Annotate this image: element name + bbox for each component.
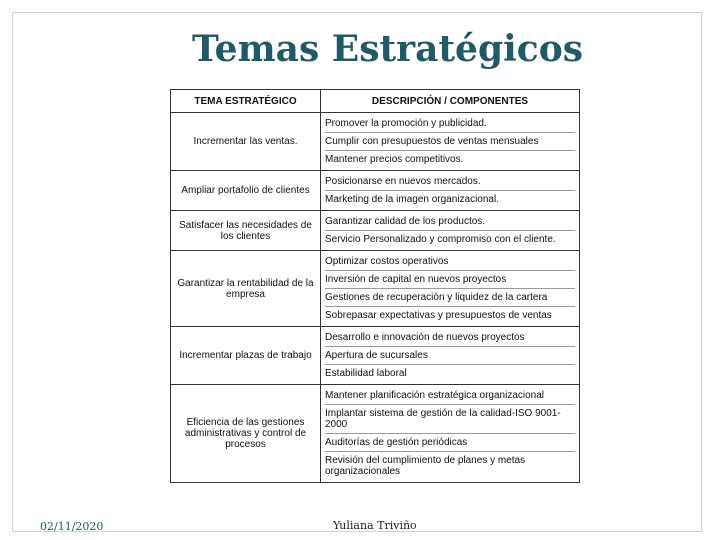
tema-cell: Incrementar las ventas.	[171, 113, 321, 171]
tema-cell: Garantizar la rentabilidad de la empresa	[171, 251, 321, 327]
components-cell	[321, 211, 580, 251]
component-item: Estabilidad laboral	[325, 368, 407, 379]
component-item: Optimizar costos operativos	[325, 253, 575, 271]
header-tema: TEMA ESTRATÉGICO	[171, 90, 321, 113]
footer-author: Yuliana Triviño	[333, 519, 417, 532]
table-row	[171, 113, 580, 171]
component-item: Garantizar calidad de los productos.	[325, 213, 575, 231]
slide-title: Temas Estratégicos	[192, 28, 583, 70]
tema-cell: Ampliar portafolio de clientes	[171, 171, 321, 211]
tema-cell: Eficiencia de las gestiones administrativas y control de procesos	[171, 385, 321, 483]
component-item: Mantener precios competitivos.	[325, 154, 464, 165]
components-cell	[321, 171, 580, 211]
component-item: Sobrepasar expectativas y presupuestos de ventas	[325, 310, 552, 321]
component-item: Marketing de la imagen organizacional.	[325, 194, 499, 205]
component-item: Auditorías de gestión periódicas	[325, 434, 575, 452]
components-cell	[321, 113, 580, 171]
component-item: Gestiones de recuperación y liquidez de la cartera	[325, 289, 575, 307]
tema-cell: Incrementar plazas de trabajo	[171, 327, 321, 385]
table-row	[171, 327, 580, 385]
component-item: Revisión del cumplimiento de planes y metas organizacionales	[325, 455, 526, 477]
footer-date: 02/11/2020	[40, 520, 104, 533]
components-cell	[321, 327, 580, 385]
components-cell	[321, 385, 580, 483]
component-item: Cumplir con presupuestos de ventas mensuales	[325, 133, 575, 151]
table-row	[171, 385, 580, 483]
component-item: Promover la promoción y publicidad.	[325, 115, 575, 133]
component-item: Implantar sistema de gestión de la calidad-ISO 9001-2000	[325, 405, 575, 434]
table-row	[171, 211, 580, 251]
component-item: Inversión de capital en nuevos proyectos	[325, 271, 575, 289]
strategic-themes-table	[170, 89, 580, 483]
header-descripcion: DESCRIPCIÓN / COMPONENTES	[321, 90, 580, 113]
table-row	[171, 251, 580, 327]
tema-cell: Satisfacer las necesidades de los clientes	[171, 211, 321, 251]
component-item: Desarrollo e innovación de nuevos proyectos	[325, 329, 575, 347]
table-row	[171, 171, 580, 211]
component-item: Mantener planificación estratégica organizacional	[325, 387, 575, 405]
components-cell	[321, 251, 580, 327]
component-item: Apertura de sucursales	[325, 347, 575, 365]
table-header-row	[171, 90, 580, 113]
component-item: Servicio Personalizado y compromiso con el cliente.	[325, 234, 556, 245]
component-item: Posicionarse en nuevos mercados.	[325, 173, 575, 191]
